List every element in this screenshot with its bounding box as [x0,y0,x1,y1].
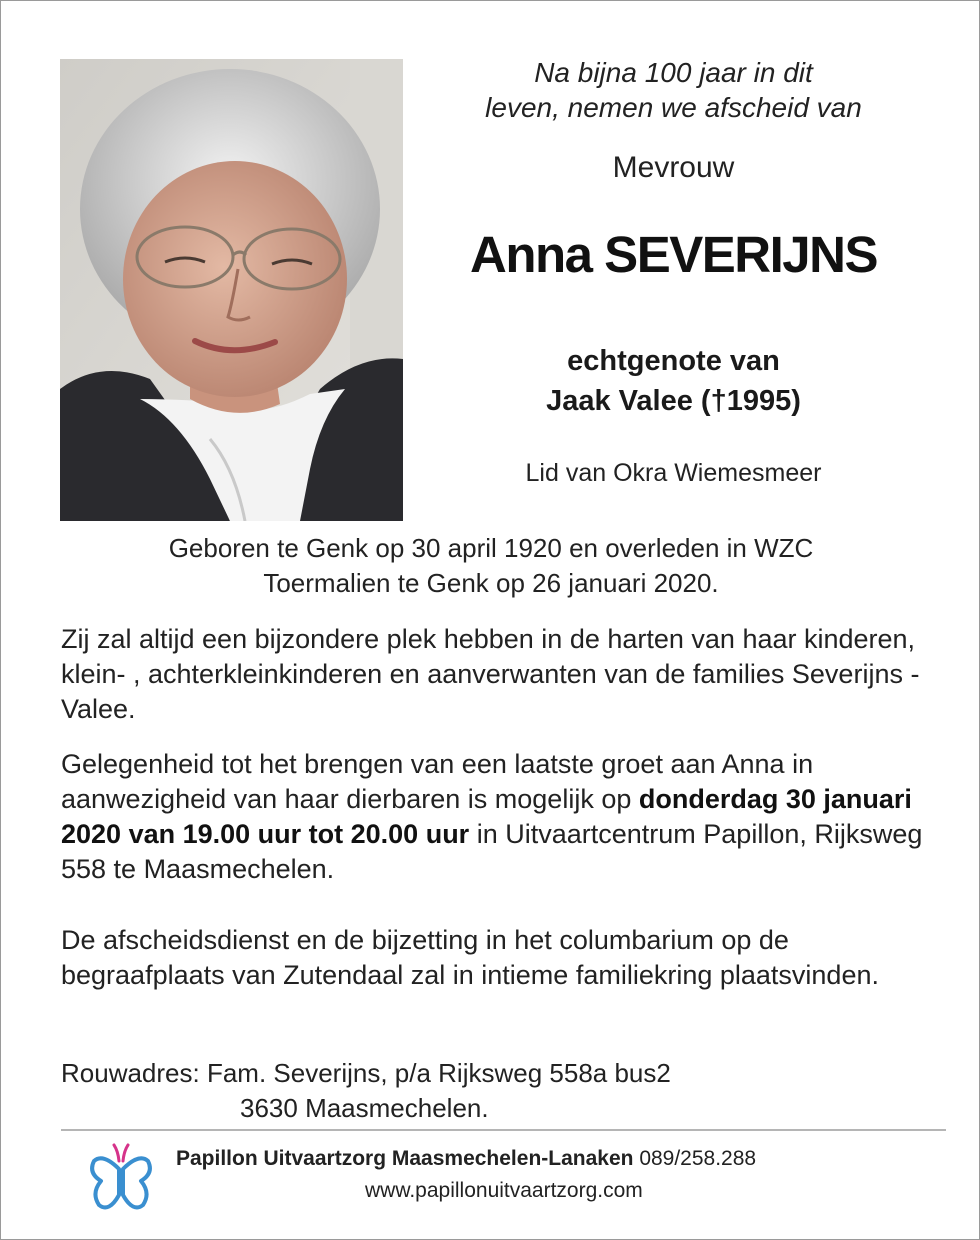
spouse-line-1: echtgenote van [567,345,780,377]
deceased-name: Anna SEVERIJNS [470,226,877,283]
spouse-line-2: Jaak Valee (†1995) [546,385,801,417]
visitation-location: in Uitvaartcentrum Papillon, Rijksweg 558 te Maasmechelen. [61,819,923,884]
visitation-intro: Gelegenheid tot het brengen van een laatste groet aan Anna in aanwezigheid van haar dierbaren is mogelijk op [61,749,814,814]
butterfly-logo-icon [89,1139,153,1215]
portrait-photo [60,59,403,521]
service-paragraph: De afscheidsdienst en de bijzetting in het columbarium op de begraafplaats van Zutendaal zal in intieme familiekring plaatsvinden. [61,925,879,990]
visitation-date-time: donderdag 30 januari 2020 van 19.00 uur tot 20.00 uur [61,784,912,849]
birth-death-line-2: Toermalien te Genk op 26 januari 2020. [263,568,719,598]
visitation-paragraph [61,747,931,887]
birth-death-line-1: Geboren te Genk op 30 april 1920 en overleden in WZC [168,533,814,563]
company-phone: 089/258.288 [639,1147,757,1170]
mourning-address [61,1056,921,1126]
intro-line-2: leven, nemen we afscheid van [485,92,862,123]
company-website: www.papillonuitvaartzorg.com [365,1179,643,1202]
footer-divider [61,1129,946,1131]
address-line-1: Rouwadres: Fam. Severijns, p/a Rijksweg 558a bus2 [61,1058,671,1088]
intro-line-1: Na bijna 100 jaar in dit [534,57,813,88]
company-name: Papillon Uitvaartzorg Maasmechelen-Lanaken [176,1147,634,1170]
spouse-info [421,341,926,421]
footer-company-line [176,1147,756,1171]
birth-death-text [61,531,921,601]
address-line-2: 3630 Maasmechelen. [240,1093,489,1123]
membership-text: Lid van Okra Wiemesmeer [525,459,822,487]
honorific: Mevrouw [612,151,735,184]
tribute-paragraph: Zij zal altijd een bijzondere plek hebben in de harten van haar kinderen, klein- , achterkleinkinderen en aanverwanten van de families Severijns - Valee. [61,624,920,724]
intro-text [421,55,926,125]
